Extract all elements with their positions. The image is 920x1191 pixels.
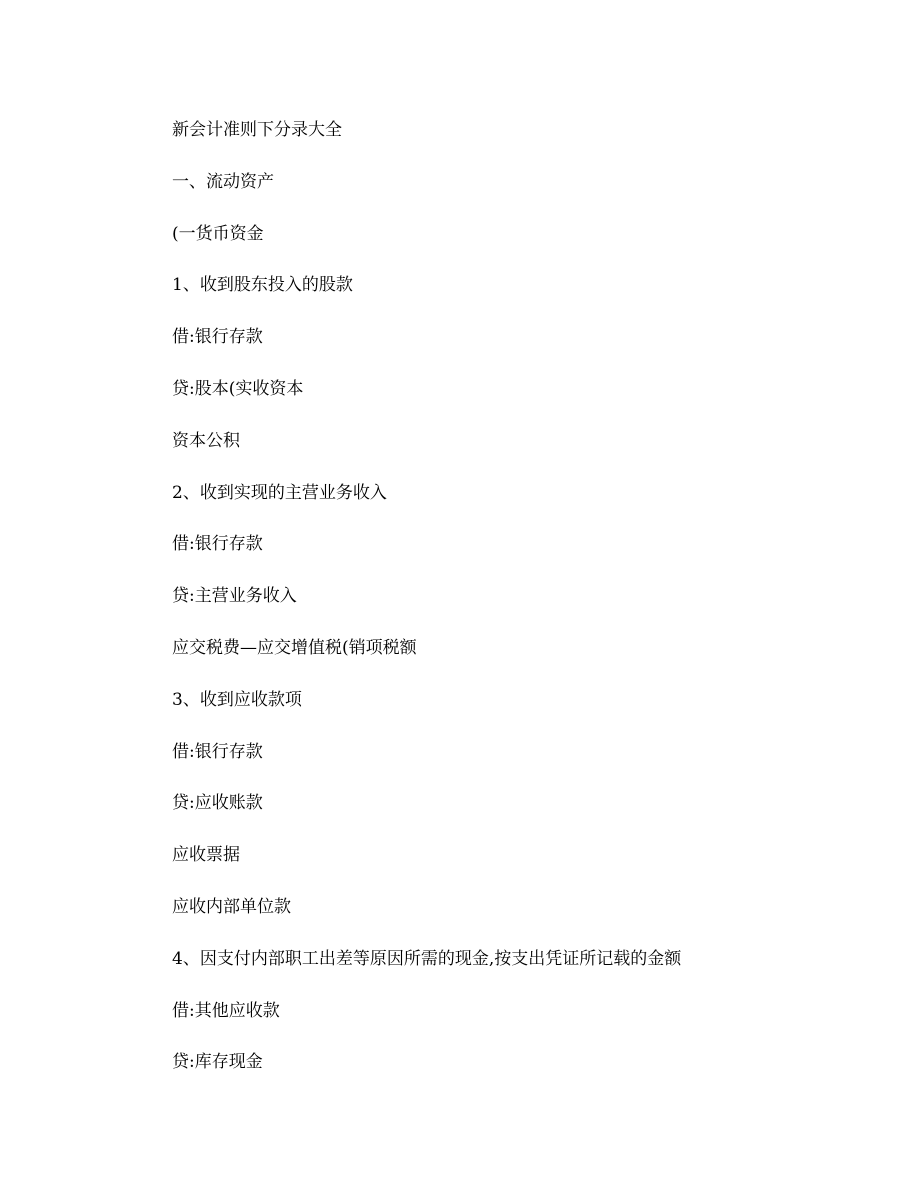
entry-line: 借:其他应收款 <box>172 1000 280 1021</box>
entry-line: 借:银行存款 <box>172 327 263 348</box>
item-heading: 1、收到股东投入的股款 <box>172 275 353 296</box>
entry-line: 贷:应收账款 <box>172 793 263 814</box>
document-title: 新会计准则下分录大全 <box>172 120 342 140</box>
section-heading: 一、流动资产 <box>172 171 274 192</box>
item-heading: 2、收到实现的主营业务收入 <box>172 482 387 503</box>
entry-line: 贷:主营业务收入 <box>172 586 297 607</box>
entry-line: 应收票据 <box>172 845 240 866</box>
item-heading: 4、因支付内部职工出差等原因所需的现金,按支出凭证所记载的金额 <box>172 948 682 969</box>
item-heading: 3、收到应收款项 <box>172 689 302 710</box>
subsection-heading: (一货币资金 <box>172 223 264 244</box>
entry-line: 资本公积 <box>172 430 240 451</box>
entry-line: 应收内部单位款 <box>172 896 291 917</box>
entry-line: 贷:库存现金 <box>172 1052 263 1073</box>
document-body <box>172 116 872 1100</box>
entry-line: 贷:股本(实收资本 <box>172 378 304 399</box>
entry-line: 应交税费—应交增值税(销项税额 <box>172 637 417 658</box>
entry-line: 借:银行存款 <box>172 741 263 762</box>
entry-line: 借:银行存款 <box>172 534 263 555</box>
